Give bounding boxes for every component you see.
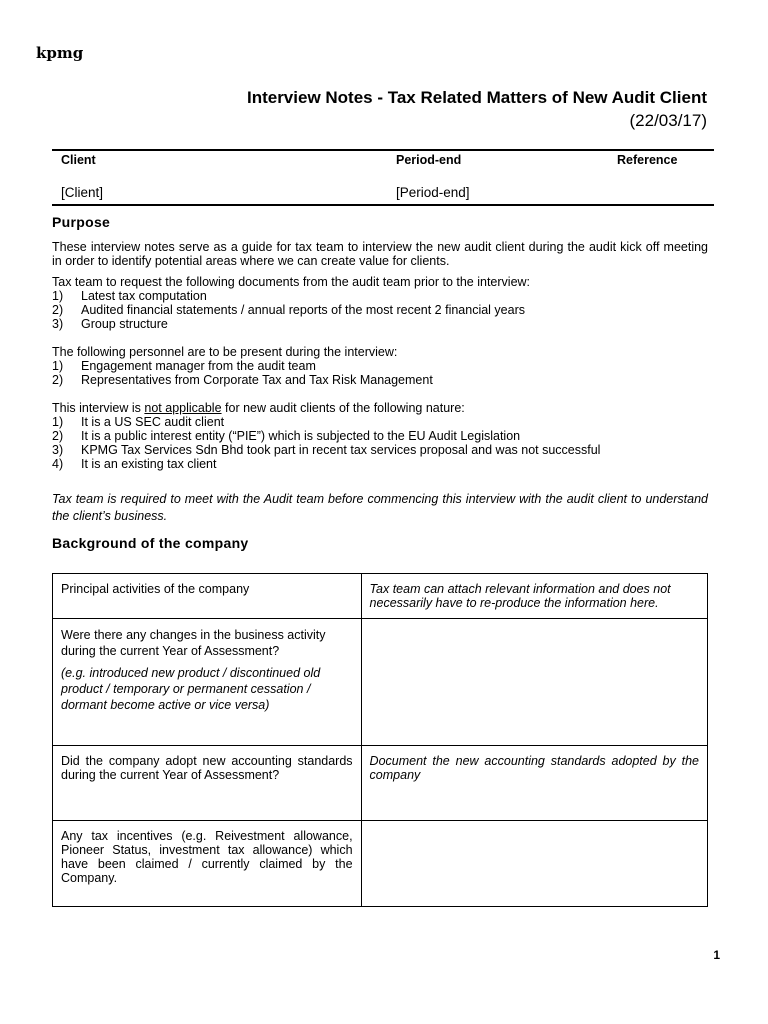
purpose-heading: Purpose (52, 214, 111, 230)
personnel-list (52, 359, 708, 387)
not-applicable-list (52, 415, 708, 471)
table-row (53, 619, 708, 746)
personnel-block (52, 345, 708, 387)
not-applicable-emphasis: not applicable (144, 401, 222, 415)
question-text: Were there any changes in the business activity during the current Year of Assessment? (61, 628, 326, 658)
question-cell (53, 746, 362, 821)
table-row (53, 821, 708, 907)
question-text: Principal activities of the company (61, 582, 250, 596)
client-header: Client (61, 153, 96, 167)
documents-list (52, 289, 708, 331)
company-logo: kpmg (36, 44, 84, 62)
page-number: 1 (713, 948, 720, 962)
answer-cell (361, 574, 707, 619)
list-item: 3) KPMG Tax Services Sdn Bhd took part in recent tax services proposal and was not successful (52, 443, 601, 457)
answer-text: Document the new accounting standards adopted by the company (369, 754, 699, 782)
question-text: Did the company adopt new accounting standards during the current Year of Assessment? (61, 754, 353, 782)
document-title: Interview Notes - Tax Related Matters of New Audit Client (246, 88, 707, 107)
question-text: Any tax incentives (e.g. Reivestment allowance, Pioneer Status, investment tax allowance) which have been claimed / currently claimed by the Company. (61, 829, 353, 885)
documents-intro: Tax team to request the following documents from the audit team prior to the interview: (52, 275, 531, 289)
question-cell (53, 821, 362, 907)
period-end-header: Period-end (396, 153, 462, 167)
audit-team-note: Tax team is required to meet with the Audit team before commencing this interview with the audit client to understand the client’s business. (52, 492, 708, 523)
answer-cell (361, 746, 707, 821)
list-item: 2) Representatives from Corporate Tax and Tax Risk Management (52, 373, 433, 387)
info-table-top-rule (52, 149, 714, 151)
table-row (53, 574, 708, 619)
list-item: 1) Engagement manager from the audit team (52, 359, 316, 373)
client-value: [Client] (61, 185, 104, 200)
list-item: 2) It is a public interest entity (“PIE”) which is subjected to the EU Audit Legislation (52, 429, 521, 443)
question-note: (e.g. introduced new product / discontinued old product / temporary or permanent cessation / dormant become active or vice versa) (61, 666, 321, 712)
answer-cell[interactable] (361, 619, 707, 746)
document-date: (22/03/17) (629, 111, 707, 130)
not-applicable-intro: This interview is not applicable for new audit clients of the following nature: (52, 401, 465, 415)
period-end-value: [Period-end] (396, 185, 470, 200)
purpose-intro: These interview notes serve as a guide for tax team to interview the new audit client during the audit kick off meeting in order to identify potential areas where we can create value for clients. (52, 240, 708, 268)
background-table (52, 573, 708, 907)
personnel-intro: The following personnel are to be present during the interview: (52, 345, 398, 359)
question-cell (53, 574, 362, 619)
list-item: 2) Audited financial statements / annual reports of the most recent 2 financial years (52, 303, 525, 317)
table-row (53, 746, 708, 821)
list-item: 4) It is an existing tax client (52, 457, 217, 471)
documents-block (52, 275, 708, 331)
list-item: 1) Latest tax computation (52, 289, 207, 303)
answer-text: Tax team can attach relevant information and does not necessarily have to re-produce the information here. (369, 582, 671, 610)
list-item: 3) Group structure (52, 317, 168, 331)
answer-cell[interactable] (361, 821, 707, 907)
info-table-bottom-rule (52, 204, 714, 206)
list-item: 1) It is a US SEC audit client (52, 415, 225, 429)
background-heading: Background of the company (52, 535, 249, 551)
question-cell (53, 619, 362, 746)
reference-header: Reference (617, 153, 678, 167)
not-applicable-block (52, 401, 708, 471)
